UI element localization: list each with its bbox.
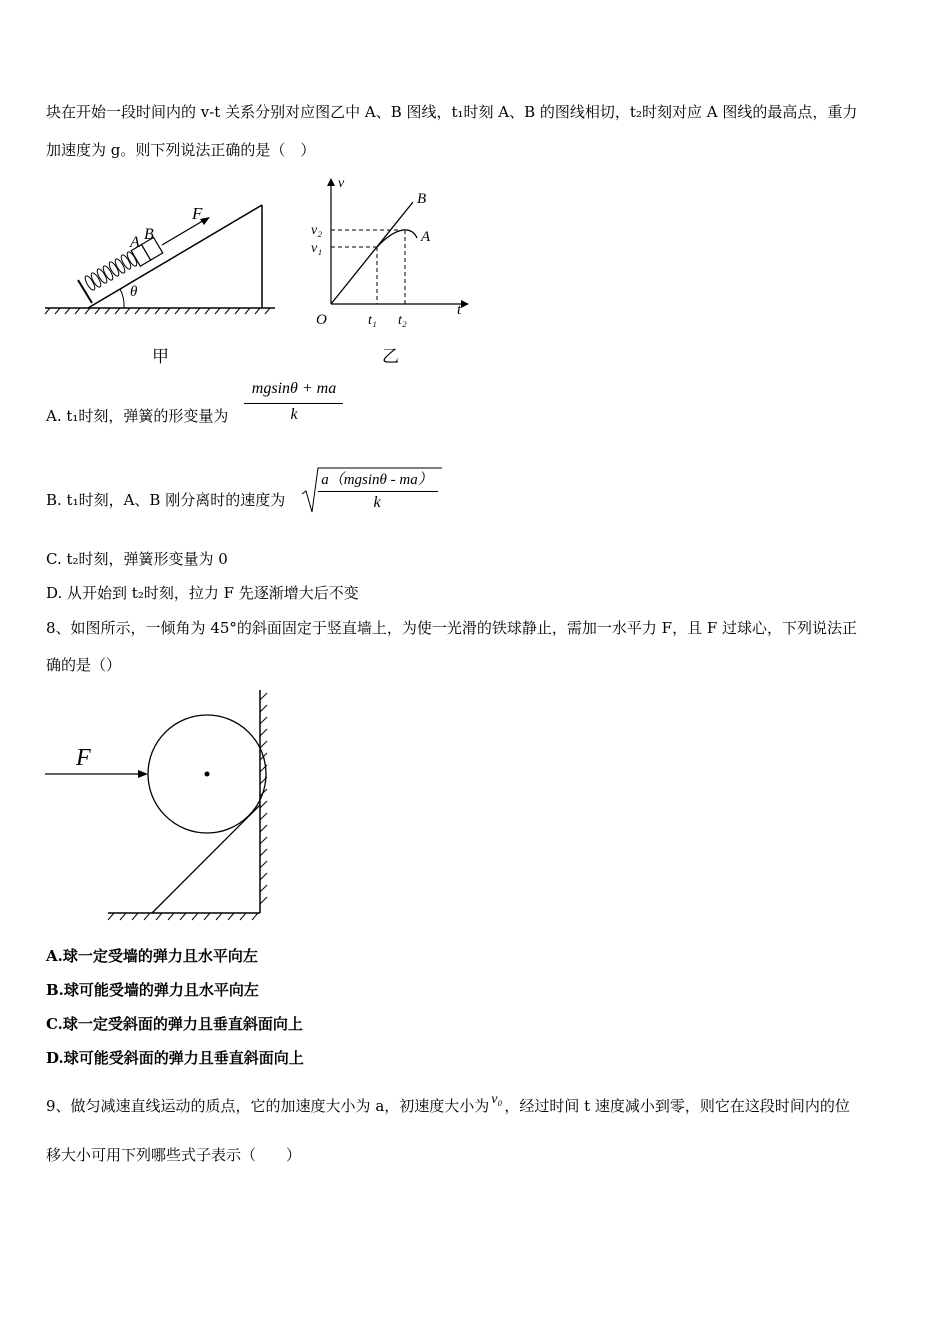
q7-option-a: A. t₁时刻，弹簧的形变量为 xyxy=(46,407,229,425)
t2-label: t₂ xyxy=(398,313,407,328)
q7-stem-line1: 块在开始一段时间内的 v-t 关系分别对应图乙中 A、B 图线，t₁时刻 A、B 的图线相切，t₂时刻对应 A 图线的最高点，重力 xyxy=(46,103,858,121)
q7-option-b: B. t₁时刻，A、B 刚分离时的速度为 xyxy=(46,491,286,509)
q8-option-c: C.球一定受斜面的弹力且垂直斜面向上 xyxy=(46,1015,303,1033)
q7-option-c: C. t₂时刻，弹簧形变量为 0 xyxy=(46,550,228,568)
q7-option-b-fraction-bar xyxy=(318,491,438,492)
q9-stem-part1: 9、做匀减速直线运动的质点，它的加速度大小为 a，初速度大小为 xyxy=(46,1097,490,1115)
origin-label: O xyxy=(316,312,327,328)
caption-jia: 甲 xyxy=(152,347,169,367)
label-theta: θ xyxy=(130,284,138,300)
q7-stem-line2: 加速度为 g。则下列说法正确的是（ ） xyxy=(46,141,316,159)
q9-stem-part2: ，经过时间 t 速度减小到零，则它在这段时间内的位 xyxy=(504,1097,850,1115)
q7-option-d: D. 从开始到 t₂时刻，拉力 F 先逐渐增大后不变 xyxy=(46,584,359,602)
force-F-label: F xyxy=(76,745,91,771)
figure-yi-vt-graph xyxy=(305,172,475,332)
q8-option-d: D.球可能受斜面的弹力且垂直斜面向上 xyxy=(46,1049,304,1067)
q8-option-b: B.球可能受墙的弹力且水平向左 xyxy=(46,981,259,999)
v2-label: v₂ xyxy=(311,223,323,238)
q8-stem-line2: 确的是（） xyxy=(46,656,122,674)
q8-option-a: A.球一定受墙的弹力且水平向左 xyxy=(46,947,258,965)
q7-option-a-denominator: k xyxy=(290,406,298,423)
figure-jia-incline xyxy=(40,195,280,325)
v1-label: v₁ xyxy=(311,241,323,256)
curve-B-label: B xyxy=(417,191,427,207)
label-A: A xyxy=(130,234,140,251)
axis-v-label: v xyxy=(338,176,345,191)
q7-option-b-denominator: k xyxy=(373,494,381,511)
q9-stem-line1 xyxy=(46,1092,850,1118)
axis-t-label: t xyxy=(457,302,462,318)
curve-A-label: A xyxy=(421,229,431,245)
label-B: B xyxy=(144,226,154,243)
q7-option-b-numerator: a（mgsinθ - ma） xyxy=(321,472,433,488)
q7-option-a-fraction-bar xyxy=(244,403,343,404)
q9-stem-line2: 移大小可用下列哪些式子表示（ ） xyxy=(46,1146,302,1164)
q8-stem-line1: 8、如图所示，一倾角为 45°的斜面固定于竖直墙上，为使一光滑的铁球静止，需加一水平力 F，且 F 过球心，下列说法正 xyxy=(46,619,858,637)
q7-option-a-numerator: mgsinθ + ma xyxy=(251,380,337,397)
figure-ball-wall-incline xyxy=(40,685,280,925)
caption-yi: 乙 xyxy=(382,347,399,367)
q9-v0-symbol: v₀ xyxy=(491,1092,503,1107)
t1-label: t₁ xyxy=(368,313,377,328)
label-F: F xyxy=(192,204,203,223)
